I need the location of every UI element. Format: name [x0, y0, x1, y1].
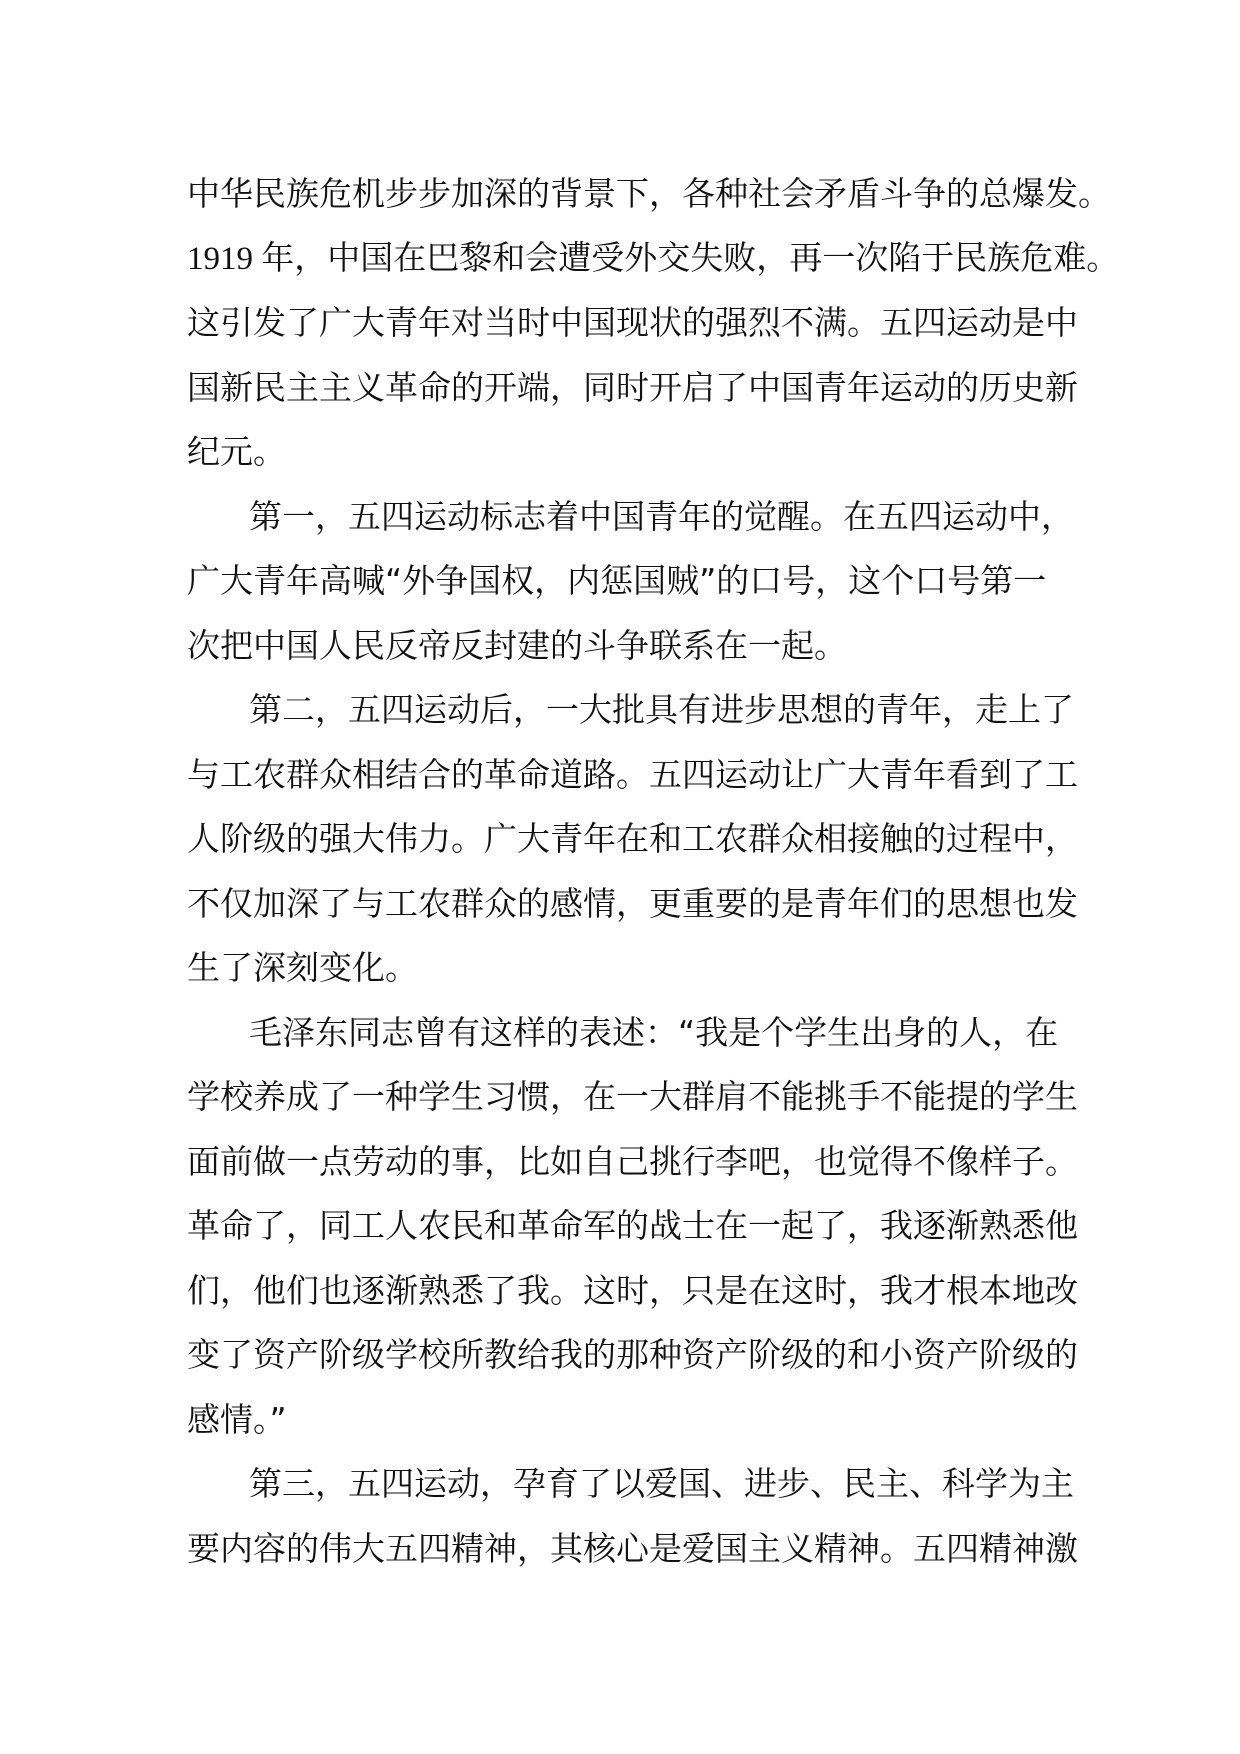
text-line: 生了深刻变化。 [187, 948, 418, 987]
paragraph-first-line: 毛泽东同志曾有这样的表述：“我是个学生出身的人，在 [249, 1012, 1059, 1052]
text-line: 们，他们也逐渐熟悉了我。这时，只是在这时，我才根本地改 [187, 1270, 1078, 1310]
text-line: 这引发了广大青年对当时中国现状的强烈不满。五四运动是中 [187, 303, 1078, 342]
text-line: 广大青年高喊“外争国权，内惩国贼”的口号，这个口号第一 [187, 561, 1047, 600]
paragraph-first-line: 第一，五四运动标志着中国青年的觉醒。在五四运动中， [249, 496, 1074, 536]
text-line: 次把中国人民反帝反封建的斗争联系在一起。 [187, 625, 847, 665]
text-line: 国新民主主义革命的开端，同时开启了中国青年运动的历史新 [187, 367, 1078, 407]
body-text [187, 162, 1120, 1581]
paragraph-first-line: 第三，五四运动，孕育了以爱国、进步、民主、科学为主 [249, 1464, 1074, 1503]
text-line: 变了资产阶级学校所教给我的那种资产阶级的和小资产阶级的 [187, 1335, 1078, 1374]
text-line: 革命了，同工人农民和革命军的战士在一起了，我逐渐熟悉他 [187, 1206, 1078, 1245]
text-line: 要内容的伟大五四精神，其核心是爱国主义精神。五四精神激 [187, 1528, 1078, 1568]
text-line: 不仅加深了与工农群众的感情，更重要的是青年们的思想也发 [187, 883, 1078, 923]
text-line: 1919 年，中国在巴黎和会遭受外交失败，再一次陷于民族危难。 [187, 240, 1120, 277]
text-line: 中华民族危机步步加深的背景下，各种社会矛盾斗争的总爆发。 [187, 174, 1111, 213]
text-line: 纪元。 [187, 432, 286, 471]
text-line: 人阶级的强大伟力。广大青年在和工农群众相接触的过程中， [187, 819, 1078, 858]
text-line: 与工农群众相结合的革命道路。五四运动让广大青年看到了工 [187, 754, 1078, 794]
paragraph-first-line: 第二，五四运动后，一大批具有进步思想的青年，走上了 [249, 690, 1074, 729]
text-line: 学校养成了一种学生习惯，在一大群肩不能挑手不能提的学生 [187, 1077, 1078, 1116]
text-line: 面前做一点劳动的事，比如自己挑行李吧，也觉得不像样子。 [187, 1141, 1078, 1181]
text-line: 感情。” [187, 1399, 287, 1439]
